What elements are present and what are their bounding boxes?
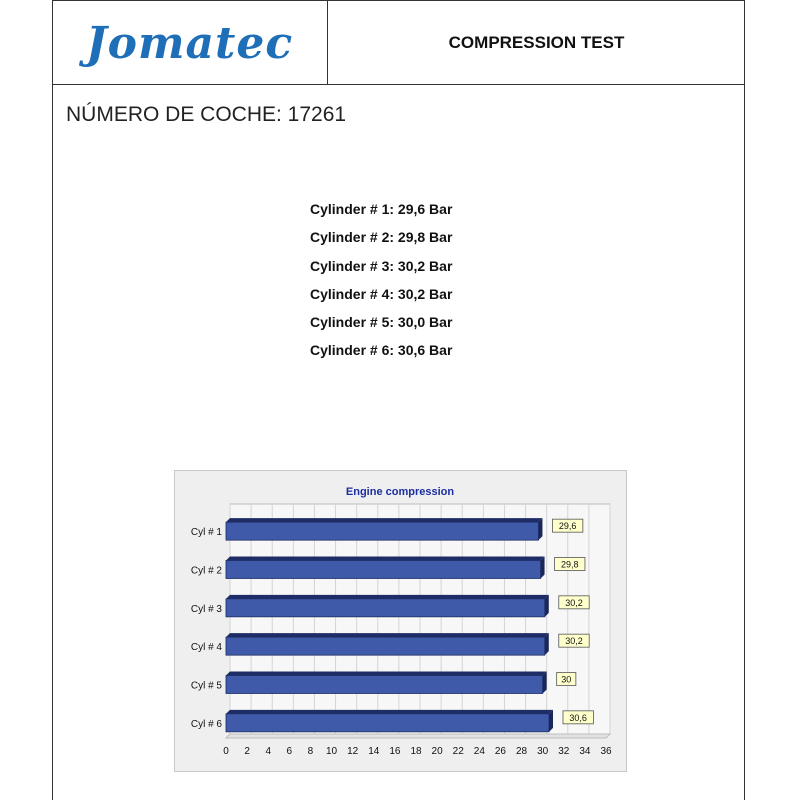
x-tick-label: 30 xyxy=(537,746,549,757)
x-tick-label: 4 xyxy=(265,746,272,757)
x-tick-label: 22 xyxy=(452,746,464,757)
bar xyxy=(226,714,549,732)
cylinder-reading: Cylinder # 2: 29,8 Bar xyxy=(310,229,453,246)
x-tick-label: 2 xyxy=(244,746,250,757)
data-label: 29,8 xyxy=(560,559,579,570)
bar-top xyxy=(226,595,549,599)
chart-title: Engine compression xyxy=(345,486,455,498)
x-tick-label: 0 xyxy=(223,746,229,757)
category-label: Cyl # 1 xyxy=(190,527,222,539)
report-header xyxy=(52,0,745,85)
x-tick-label: 36 xyxy=(600,746,612,757)
bar xyxy=(226,561,541,579)
bar xyxy=(226,676,543,694)
x-tick-label: 16 xyxy=(389,746,401,757)
bar-top xyxy=(226,557,545,561)
category-label: Cyl # 6 xyxy=(190,718,222,730)
document-title: COMPRESSION TEST xyxy=(448,33,625,52)
category-label: Cyl # 3 xyxy=(190,603,222,615)
category-label: Cyl # 4 xyxy=(190,642,222,654)
x-tick-label: 6 xyxy=(286,746,293,757)
x-tick-label: 28 xyxy=(515,746,528,757)
company-logo xyxy=(52,1,328,85)
data-label: 30 xyxy=(561,674,572,685)
bar-top xyxy=(226,710,553,714)
x-tick-label: 20 xyxy=(431,746,443,757)
cylinder-reading: Cylinder # 3: 30,2 Bar xyxy=(310,257,453,274)
bar-top xyxy=(226,672,547,676)
cylinder-reading: Cylinder # 5: 30,0 Bar xyxy=(310,314,453,331)
x-tick-label: 12 xyxy=(347,746,359,757)
x-tick-label: 32 xyxy=(558,746,570,757)
category-label: Cyl # 5 xyxy=(190,680,222,692)
cylinder-reading: Cylinder # 4: 30,2 Bar xyxy=(310,285,453,302)
x-tick-label: 10 xyxy=(325,746,338,757)
data-label: 30,6 xyxy=(569,712,587,723)
plot-floor xyxy=(226,734,610,738)
data-label: 29,6 xyxy=(558,521,577,532)
cylinder-reading: Cylinder # 6: 30,6 Bar xyxy=(310,342,453,359)
engine-compression-chart xyxy=(174,470,627,772)
bar-top xyxy=(226,633,549,637)
category-label: Cyl # 2 xyxy=(190,565,222,577)
data-label: 30,2 xyxy=(565,597,583,608)
x-tick-label: 18 xyxy=(410,746,422,757)
bar-top xyxy=(226,518,542,522)
x-tick-label: 8 xyxy=(307,746,314,757)
cylinder-readings xyxy=(310,199,452,369)
data-label: 30,2 xyxy=(565,636,583,647)
x-tick-label: 24 xyxy=(473,746,485,757)
x-tick-label: 26 xyxy=(494,746,507,757)
bar xyxy=(226,599,545,617)
x-tick-label: 34 xyxy=(579,746,591,757)
logo-text: Jomatec xyxy=(85,17,294,69)
x-tick-label: 14 xyxy=(368,746,380,757)
bar xyxy=(226,522,538,540)
cylinder-reading: Cylinder # 1: 29,6 Bar xyxy=(310,201,453,217)
bar xyxy=(226,637,545,655)
car-number: NÚMERO DE COCHE: 17261 xyxy=(66,103,347,126)
